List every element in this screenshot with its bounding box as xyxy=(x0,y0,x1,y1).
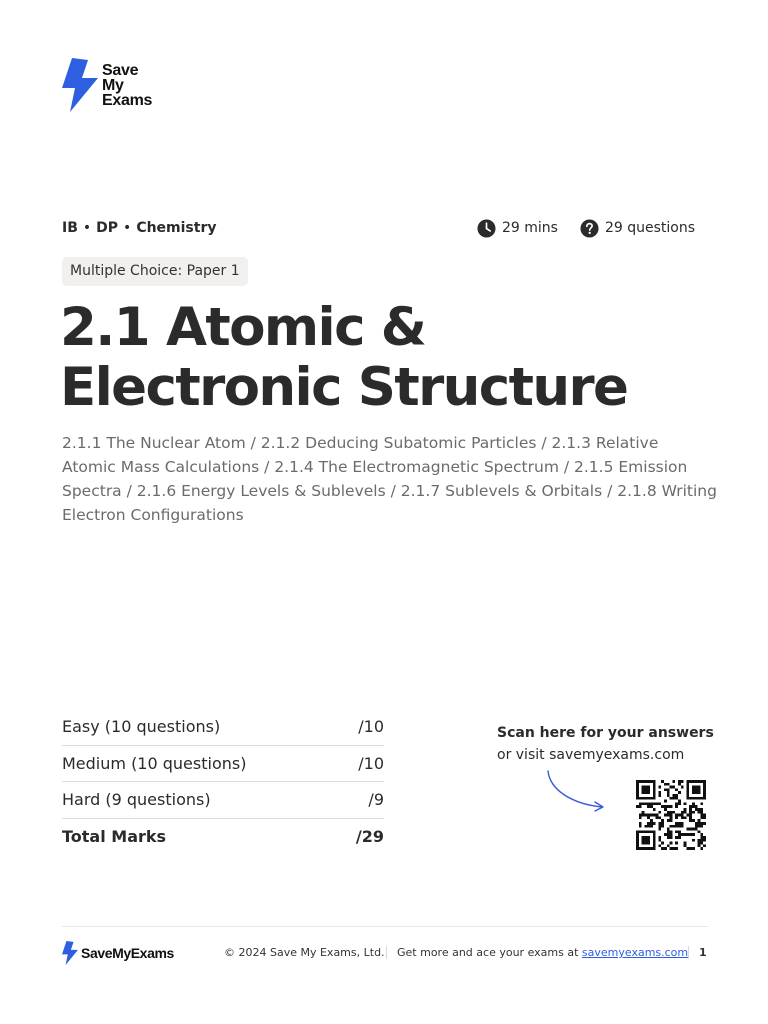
footer-promo: Get more and ace your exams at savemyexams.com xyxy=(397,946,689,959)
marks-label: Medium (10 questions) xyxy=(62,753,247,773)
footer-separator xyxy=(688,946,689,959)
footer-divider xyxy=(62,926,708,927)
paper-stats xyxy=(477,218,695,238)
crumb-level: DP xyxy=(96,220,119,236)
topic-list: 2.1.1 The Nuclear Atom / 2.1.2 Deducing Subatomic Particles / 2.1.3 Relative Atomic Mass Calculations / 2.1.4 The Electromagnetic Spectrum / 2.1.5 Emission Spectra / 2.1.6 Energy Levels & Sublevels / 2.1.7 Sublevels & Orbitals / 2.1.8 Writing Electron Configurations xyxy=(62,434,717,524)
paper-type-badge: Multiple Choice: Paper 1 xyxy=(62,257,248,286)
marks-row-medium xyxy=(62,746,384,783)
breadcrumb xyxy=(62,218,217,238)
scan-heading: Scan here for your answers xyxy=(497,725,714,741)
crumb-separator: • xyxy=(123,220,132,236)
footer-separator xyxy=(386,946,387,959)
page-number: 1 xyxy=(699,946,707,959)
crumb-board: IB xyxy=(62,220,78,236)
crumb-subject: Chemistry xyxy=(136,220,217,236)
lightning-bolt-icon xyxy=(62,941,78,965)
header-logo xyxy=(62,58,152,112)
copyright-text: © 2024 Save My Exams, Ltd. xyxy=(224,946,385,959)
lightning-bolt-icon xyxy=(62,58,98,112)
logo-wordmark: Save My Exams xyxy=(102,61,153,109)
clock-icon xyxy=(477,219,496,238)
footer-link[interactable]: savemyexams.com xyxy=(581,946,689,959)
marks-value: /10 xyxy=(358,753,384,773)
crumb-separator: • xyxy=(82,220,92,236)
scan-subtext: or visit savemyexams.com xyxy=(497,747,685,763)
qr-code-icon[interactable] xyxy=(634,780,708,850)
meta-row xyxy=(62,218,708,238)
page-title: 2.1 Atomic & Electronic Structure xyxy=(60,297,628,418)
total-value: /29 xyxy=(355,826,384,846)
marks-table xyxy=(62,709,384,855)
marks-label: Hard (9 questions) xyxy=(62,790,211,809)
marks-value: /9 xyxy=(368,790,384,809)
marks-value: /10 xyxy=(358,717,384,736)
questions-text: 29 questions xyxy=(604,220,695,236)
marks-label: Easy (10 questions) xyxy=(62,717,221,736)
questions-stat xyxy=(580,218,695,238)
time-text: 29 mins xyxy=(501,220,558,236)
time-stat xyxy=(477,218,558,238)
footer-wordmark: SaveMyExams xyxy=(81,945,174,961)
marks-row-total xyxy=(62,819,384,856)
total-label: Total Marks xyxy=(62,826,167,846)
scan-prompt xyxy=(497,722,714,766)
curved-arrow-icon xyxy=(544,768,610,814)
question-circle-icon xyxy=(580,219,599,238)
footer-logo[interactable] xyxy=(62,941,174,965)
marks-row-hard xyxy=(62,782,384,819)
marks-row-easy xyxy=(62,709,384,746)
